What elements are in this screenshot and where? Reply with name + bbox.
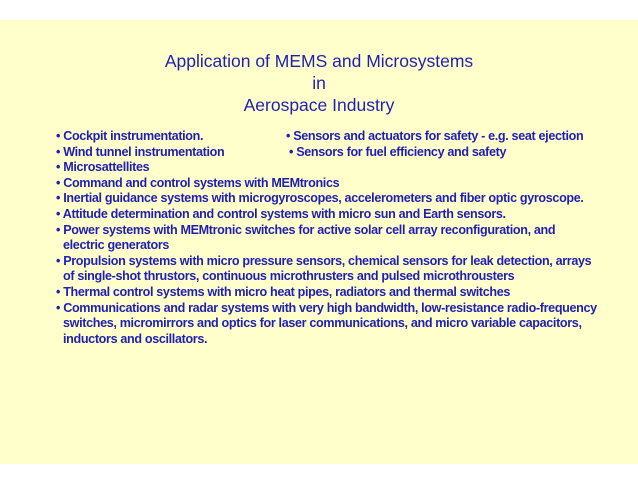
bullet-power: • Power systems with MEMtronic switches for active solar cell array reconfiguration, and — [56, 222, 556, 237]
bullet-propulsion: • Propulsion systems with micro pressure sensors, chemical sensors for leak detection, arrays — [56, 253, 592, 268]
bullet-communications: • Communications and radar systems with very high bandwidth, low-resistance radio-frequency — [56, 300, 597, 315]
bullet-fuel-sensors: • Sensors for fuel efficiency and safety — [289, 144, 507, 159]
bullet-microsatellites: • Microsattellites — [56, 160, 150, 175]
bullet-thermal: • Thermal control systems with micro heat pipes, radiators and thermal switches — [56, 284, 511, 299]
slide-title — [0, 50, 638, 116]
bullet-communications-cont-1: switches, micromirrors and optics for laser communications, and micro variable capacitors, — [63, 316, 582, 331]
bullet-attitude: • Attitude determination and control systems with micro sun and Earth sensors. — [56, 206, 506, 221]
bullet-communications-cont-2: inductors and oscillators. — [63, 331, 208, 346]
title-line-3: Aerospace Industry — [243, 95, 395, 115]
bullet-list — [56, 129, 631, 347]
bullet-power-cont: electric generators — [63, 238, 170, 253]
bullet-cockpit: • Cockpit instrumentation. — [56, 129, 204, 143]
bullet-wind-tunnel: • Wind tunnel instrumentation — [56, 144, 225, 159]
title-line-1: Application of MEMS and Microsystems — [164, 51, 474, 71]
bullet-command: • Command and control systems with MEMtronics — [56, 175, 340, 190]
bullet-row-2 — [56, 145, 631, 161]
bullet-row-1 — [56, 129, 631, 145]
bullet-propulsion-cont: of single-shot thrustors, continuous microthrusters and pulsed microthrousters — [63, 269, 515, 284]
bullet-safety-sensors: • Sensors and actuators for safety - e.g. seat ejection — [286, 129, 584, 143]
bullet-inertial: • Inertial guidance systems with microgyroscopes, accelerometers and fiber optic gyroscope. — [56, 191, 584, 206]
title-line-2: in — [312, 73, 326, 93]
